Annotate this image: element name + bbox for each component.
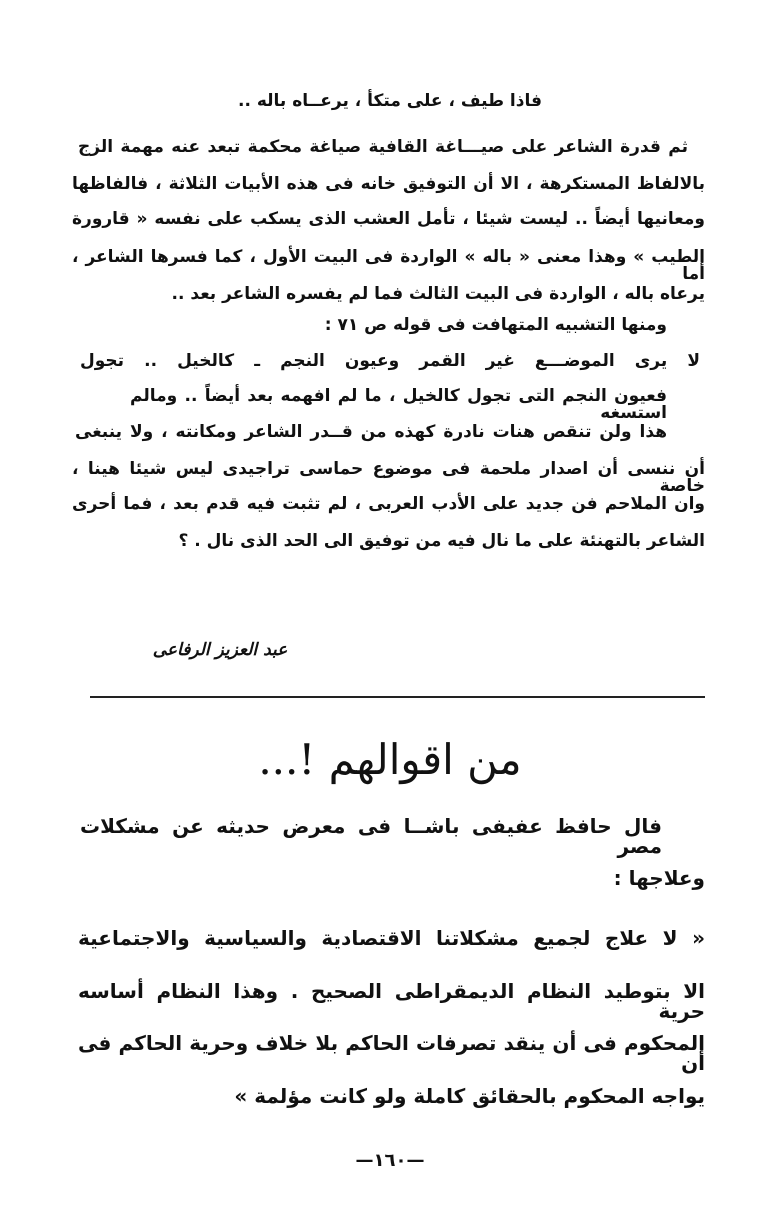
paragraph-line: وان الملاحم فن جديد على الأدب العربى ، لم تثبت فيه قدم بعد ، فما أحرى [72,494,705,514]
author-signature: عبد العزيز الرفاعى [152,640,288,660]
paragraph-line: وعلاجها : [613,866,705,890]
paragraph-line: ومنها التشبيه المتهافت فى قوله ص ٧١ : [324,315,667,335]
paragraph-line: فال حافظ عفيفى باشــا فى معرض حديثه عن مشكلات مصر [80,814,662,858]
paragraph-line: يرعاه باله ، الواردة فى البيت الثالث فما لم يفسره الشاعر بعد .. [171,284,705,304]
paragraph-line: ثم قدرة الشاعر على صيـــاغة القافية صياغة محكمة تبعد عنه مهمة الزج [78,137,688,157]
quote-line: المحكوم فى أن ينقد تصرفات الحاكم بلا خلاف وحرية الحاكم فى أن [78,1031,705,1075]
paragraph-line: أن ننسى أن اصدار ملحمة فى موضوع حماسى تراجيدى ليس شيئا هينا ، خاصة [72,459,705,496]
paragraph-line: فعيون النجم التى تجول كالخيل ، ما لم افهمه بعد أيضاً .. ومالم استسغه [130,386,667,423]
paragraph-line: بالالفاظ المستكرهة ، الا أن التوفيق خانه فى هذه الأبيات الثلاثة ، فالفاظها [72,174,705,194]
article-title: من اقوالهم !... [258,735,522,784]
paragraph-line: الطيب » وهذا معنى « باله » الواردة فى البيت الأول ، كما فسرها الشاعر ، أما [72,247,705,284]
verse-line: فاذا طيف ، على متكأ ، يرعــاه باله .. [238,91,542,111]
paragraph-line: ومعانيها أيضاً .. ليست شيئا ، تأمل العشب الذى يسكب على نفسه « قارورة [72,209,705,229]
verse-line: لا يرى الموضـــع غير القمر وعيون النجم ـ كالخيل .. تجول [80,351,700,371]
quote-line: الا بتوطيد النظام الديمقراطى الصحيح . وهذا النظام أساسه حرية [78,979,705,1023]
quote-line: « لا علاج لجميع مشكلاتنا الاقتصادية والسياسية والاجتماعية [78,926,705,950]
page-number: —١٦٠— [355,1150,425,1171]
paragraph-line: الشاعر بالتهنئة على ما نال فيه من توفيق الى الحد الذى نال . ؟ [178,531,705,551]
paragraph-line: هذا ولن تنقص هنات نادرة كهذه من قــدر الشاعر ومكانته ، ولا ينبغى [75,422,667,442]
quote-line: يواجه المحكوم بالحقائق كاملة ولو كانت مؤلمة » [234,1084,705,1108]
section-divider [90,696,705,698]
